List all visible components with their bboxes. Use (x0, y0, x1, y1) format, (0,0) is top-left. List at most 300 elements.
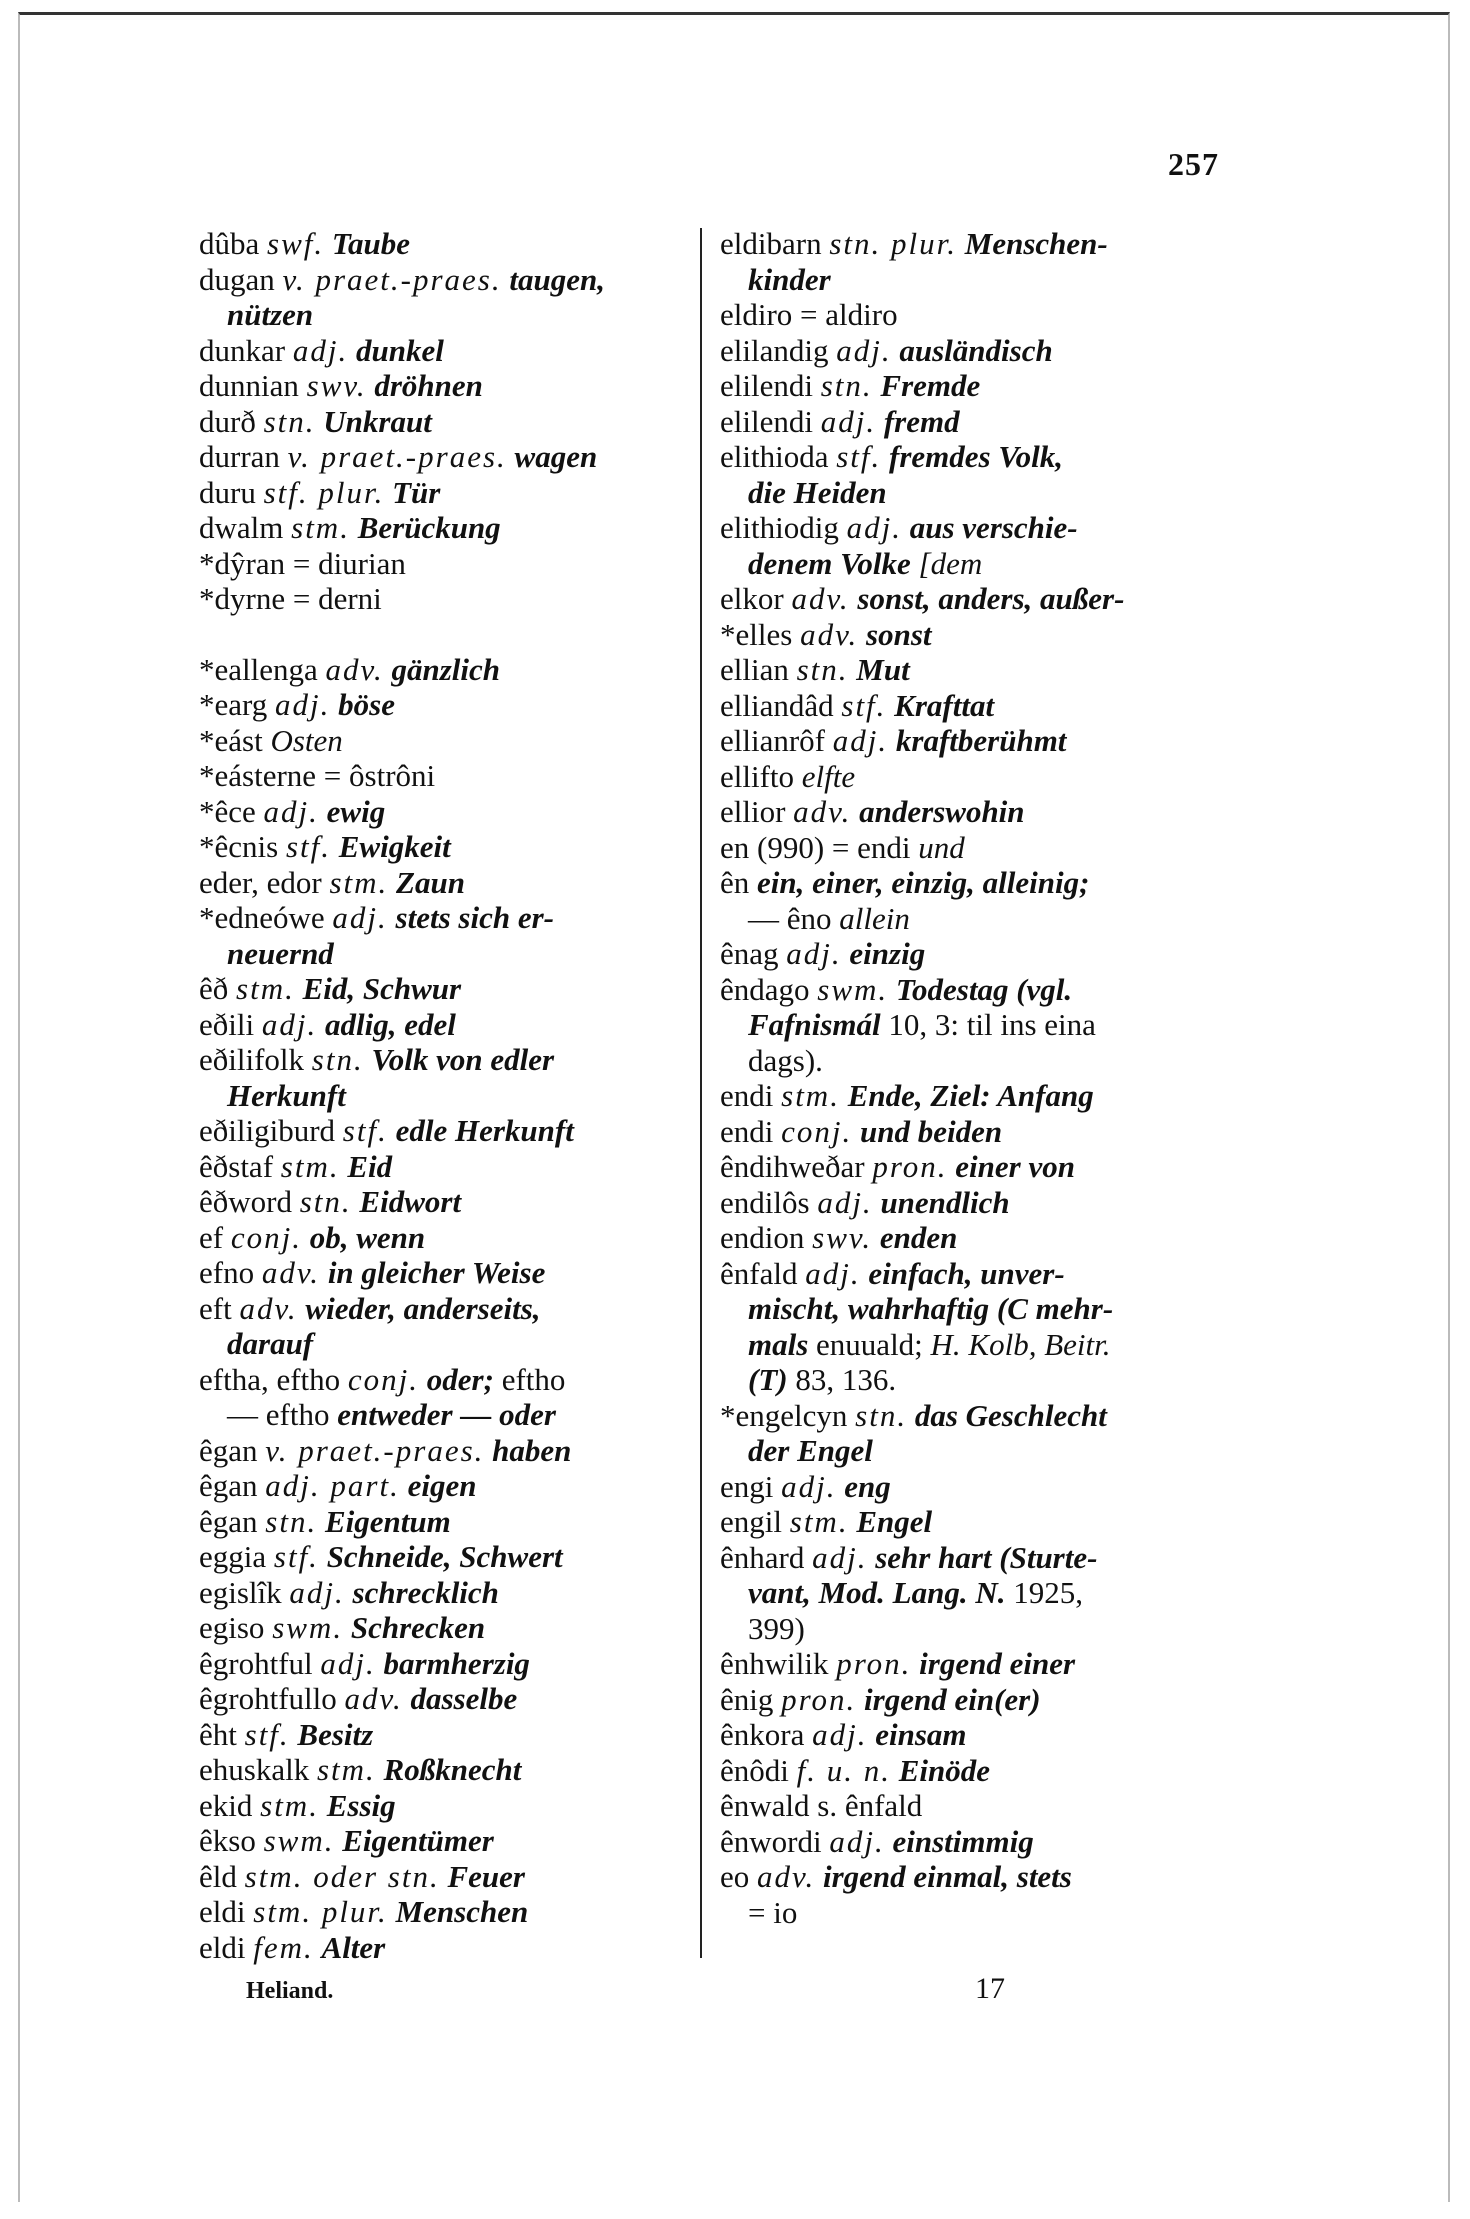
dictionary-entry (720, 1007, 1220, 1043)
dictionary-entry (199, 510, 684, 546)
gloss: aus verschie- (909, 510, 1078, 545)
headword: *dŷran = diurian (199, 545, 406, 581)
headword: elilendi (720, 403, 813, 439)
gloss: eigen (407, 1468, 477, 1503)
entry-tail-gloss: H. Kolb, Beitr. (930, 1326, 1111, 1362)
gloss: edle Herkunft (395, 1113, 574, 1148)
dictionary-entry (199, 794, 684, 830)
gloss: dröhnen (374, 368, 483, 403)
gloss: Eid (347, 1148, 393, 1184)
gloss: einzig (849, 936, 926, 971)
gloss: Menschen (395, 1894, 529, 1929)
grammar-label: adj. (817, 1184, 873, 1220)
headword: eo (720, 1859, 750, 1894)
headword: dunkar (199, 332, 286, 368)
dictionary-entry (199, 1433, 684, 1469)
gloss: Eigentum (324, 1503, 451, 1539)
headword: ênhard (720, 1539, 805, 1575)
gloss: Zaun (396, 864, 465, 900)
dictionary-entry (199, 1184, 684, 1220)
headword: eft (199, 1290, 232, 1326)
headword: *eallenga (199, 651, 318, 687)
headword: *êcnis (199, 829, 279, 864)
dictionary-entry (199, 1362, 684, 1398)
headword: engil (720, 1504, 782, 1539)
grammar-label: stf. (273, 1539, 319, 1574)
dictionary-entry (720, 652, 1220, 688)
grammar-label: v. praet.-praes. (287, 439, 507, 474)
grammar-label: swm. (263, 1823, 335, 1858)
grammar-label: stm. plur. (253, 1894, 388, 1929)
headword: engi (720, 1468, 774, 1504)
headword: elilendi (720, 368, 813, 403)
gloss: vant, Mod. Lang. N. (748, 1575, 1006, 1610)
dictionary-entry (199, 546, 684, 582)
grammar-label: pron. (781, 1681, 857, 1717)
gloss: Fremde (880, 368, 981, 403)
grammar-label: conj. (230, 1219, 302, 1255)
dictionary-entry (720, 1220, 1220, 1256)
gloss: allein (839, 900, 910, 936)
dictionary-entry (720, 1540, 1220, 1576)
dictionary-entry (199, 1894, 684, 1930)
dictionary-entry (720, 830, 1220, 866)
headword: elithiodig (720, 510, 839, 545)
headword: ênfald (720, 1255, 798, 1291)
dictionary-entry (720, 1469, 1220, 1505)
dictionary-entry (720, 1611, 1220, 1647)
grammar-label: adj. (812, 1717, 868, 1752)
headword: efno (199, 1255, 255, 1290)
headword: *êce (199, 793, 256, 829)
dictionary-entry (199, 1042, 684, 1078)
grammar-label: stm. (236, 971, 295, 1006)
gloss: einstimmig (892, 1823, 1034, 1859)
dictionary-entry (199, 1859, 684, 1895)
gloss: Eigentümer (342, 1823, 494, 1858)
gloss: Tür (392, 474, 441, 510)
headword: 399) (748, 1610, 805, 1646)
headword: êð (199, 971, 229, 1006)
dictionary-entry (199, 723, 684, 759)
dictionary-entry (199, 758, 684, 794)
gloss: irgend einer (919, 1646, 1076, 1681)
grammar-label: stf. (244, 1716, 290, 1752)
grammar-label: adj. (820, 403, 877, 439)
page-number: 257 (1168, 146, 1219, 182)
gloss: fremdes Volk, (889, 439, 1063, 474)
grammar-label: adv. (757, 1859, 816, 1894)
headword: — êno (748, 900, 832, 936)
grammar-label: conj. (347, 1361, 420, 1397)
dictionary-entry (720, 297, 1220, 333)
headword: *eásterne = ôstrôni (199, 758, 436, 793)
gloss: anderswohin (859, 794, 1025, 829)
gloss: das Geschlecht (914, 1397, 1107, 1433)
gloss: haben (492, 1432, 572, 1468)
dictionary-entry (720, 333, 1220, 369)
dictionary-entry (199, 829, 684, 865)
headword: ellifto (720, 758, 795, 794)
headword: egiso (199, 1610, 265, 1645)
grammar-label: adj. part. (265, 1468, 400, 1503)
grammar-label: stf. (342, 1113, 388, 1148)
left-column (199, 226, 684, 1965)
gloss: stets sich er- (395, 900, 554, 935)
headword: êgrohtful (199, 1645, 313, 1681)
grammar-label: adj. (832, 723, 889, 758)
dictionary-entry (720, 475, 1220, 511)
gloss: Todestag (vgl. (895, 971, 1073, 1007)
headword: durð (199, 403, 256, 439)
grammar-label: stn. (311, 1042, 364, 1077)
headword: ênôdi (720, 1752, 789, 1788)
headword: ênhwilik (720, 1646, 829, 1681)
dictionary-entry (199, 1610, 684, 1646)
dictionary-entry (199, 1930, 684, 1966)
headword: êgan (199, 1503, 258, 1539)
gloss: Feuer (447, 1858, 525, 1894)
gloss: Roßknecht (383, 1752, 522, 1787)
headword: êld (199, 1858, 237, 1894)
grammar-label: stm. oder stn. (244, 1858, 440, 1894)
gloss: Ende, Ziel: Anfang (847, 1078, 1094, 1113)
headword: duru (199, 474, 256, 510)
grammar-label: adj. (263, 793, 319, 829)
dictionary-entry (720, 1575, 1220, 1611)
headword: durran (199, 439, 280, 474)
dictionary-entry (720, 368, 1220, 404)
dictionary-entry (199, 368, 684, 404)
dictionary-entry (720, 1256, 1220, 1292)
headword: êkso (199, 1823, 256, 1858)
entry-tail: 10, 3: til ins eina (888, 1007, 1096, 1042)
dictionary-entry (720, 1078, 1220, 1114)
dictionary-entry (720, 936, 1220, 972)
gloss: Schneide, Schwert (326, 1539, 563, 1574)
column-divider (700, 228, 702, 1958)
headword: êgan (199, 1468, 258, 1503)
dictionary-entry (720, 1895, 1220, 1931)
gloss: Besitz (297, 1716, 374, 1752)
gloss: kraftberühmt (895, 723, 1067, 758)
right-column (720, 226, 1220, 1930)
gloss: Menschen- (964, 226, 1108, 261)
grammar-label: stn. (820, 368, 873, 403)
gloss: Mut (856, 652, 910, 687)
dictionary-entry (199, 652, 684, 688)
grammar-label: stm. (260, 1787, 319, 1823)
gloss: schrecklich (352, 1574, 499, 1610)
headword: ellior (720, 794, 786, 829)
gloss: nützen (227, 297, 314, 332)
dictionary-entry (720, 1362, 1220, 1398)
headword: eggia (199, 1539, 267, 1574)
dictionary-entry (720, 901, 1220, 937)
gloss: ewig (326, 793, 386, 829)
grammar-label: stm. (781, 1078, 840, 1113)
dictionary-entry (199, 475, 684, 511)
dictionary-entry (199, 1291, 684, 1327)
gloss: die Heiden (748, 474, 887, 510)
dictionary-entry (720, 404, 1220, 440)
dictionary-entry (720, 1788, 1220, 1824)
dictionary-entry (199, 1752, 684, 1788)
headword: elkor (720, 581, 784, 616)
grammar-label: adj. (292, 332, 349, 368)
grammar-label: adj. (805, 1255, 861, 1291)
grammar-label: adj. (261, 1006, 318, 1042)
headword: endilôs (720, 1184, 810, 1220)
gloss: neuernd (227, 935, 334, 971)
dictionary-entry (720, 1753, 1220, 1789)
dictionary-entry (199, 1575, 684, 1611)
dictionary-entry (199, 1220, 684, 1256)
gloss: und beiden (860, 1113, 1003, 1149)
dictionary-entry (199, 1504, 684, 1540)
headword: *dyrne = derni (199, 581, 382, 616)
dictionary-entry (720, 617, 1220, 653)
gloss: Herkunft (227, 1077, 346, 1113)
headword: en (990) = endi (720, 829, 911, 865)
gloss: dunkel (355, 332, 444, 368)
dictionary-entry (199, 581, 684, 617)
dictionary-entry (720, 546, 1220, 582)
headword: dûba (199, 226, 260, 261)
grammar-label: adv. (791, 581, 850, 616)
gloss: einer von (955, 1149, 1075, 1184)
grammar-label: stm. (280, 1148, 340, 1184)
gloss: der Engel (748, 1433, 873, 1468)
dictionary-entry (720, 1398, 1220, 1434)
headword: *elles (720, 616, 793, 652)
dictionary-entry (720, 1824, 1220, 1860)
gloss: sonst (866, 616, 932, 652)
dictionary-entry (199, 262, 684, 298)
dictionary-entry (720, 1043, 1220, 1079)
gloss: in gleicher Weise (327, 1255, 546, 1290)
grammar-label: stn. (265, 1503, 318, 1539)
headword: *engelcyn (720, 1397, 848, 1433)
gloss: gänzlich (391, 651, 501, 687)
grammar-label: adv. (325, 651, 384, 687)
grammar-label: adj. (781, 1468, 837, 1504)
dictionary-entry (199, 297, 684, 333)
dictionary-entry (199, 1397, 684, 1433)
dictionary-entry (720, 1185, 1220, 1221)
headword: *eást (199, 722, 263, 758)
headword: êgrohtfullo (199, 1681, 337, 1716)
gloss: ob, wenn (309, 1219, 426, 1255)
headword: ef (199, 1219, 224, 1255)
grammar-label: v. praet.-praes. (282, 261, 502, 297)
dictionary-entry (720, 1717, 1220, 1753)
grammar-label: adv. (793, 794, 852, 829)
headword: elithioda (720, 439, 829, 474)
grammar-label: stm. (291, 510, 350, 545)
headword: eðili (199, 1006, 255, 1042)
dictionary-entry (720, 1114, 1220, 1150)
headword: eldibarn (720, 226, 822, 261)
headword: êgan (199, 1432, 258, 1468)
gloss: unendlich (880, 1184, 1010, 1220)
grammar-label: stm. (789, 1504, 849, 1539)
headword: eldi (199, 1894, 246, 1929)
dictionary-entry (199, 226, 684, 262)
grammar-label: swf. (267, 226, 325, 261)
grammar-label: adj. (812, 1539, 868, 1575)
gloss: und (918, 829, 965, 865)
headword: êðstaf (199, 1148, 274, 1184)
grammar-label: stn. plur. (829, 226, 957, 261)
headword: ellian (720, 652, 789, 687)
headword: — eftho (227, 1397, 330, 1432)
gloss: ein, einer, einzig, alleinig; (757, 865, 1090, 900)
headword: eðiligiburd (199, 1113, 336, 1148)
gloss: (T) (748, 1362, 788, 1397)
gloss: Unkraut (323, 403, 432, 439)
dictionary-entry (720, 1291, 1220, 1327)
dictionary-entry (720, 581, 1220, 617)
gloss: sonst, anders, außer- (857, 581, 1125, 616)
headword: *earg (199, 687, 268, 722)
gloss: wieder, anderseits, (305, 1290, 541, 1326)
grammar-label: swv. (812, 1220, 873, 1255)
dictionary-entry (199, 1788, 684, 1824)
headword: eðilifolk (199, 1042, 305, 1077)
gloss: irgend einmal, stets (822, 1859, 1072, 1894)
gloss: einsam (875, 1717, 967, 1752)
gloss: Osten (270, 722, 343, 758)
gloss: sehr hart (Sturte- (875, 1539, 1098, 1575)
dictionary-entry (720, 1646, 1220, 1682)
dictionary-entry (199, 1539, 684, 1575)
sheet-number: 17 (975, 1972, 1005, 2005)
gloss: dasselbe (410, 1681, 518, 1716)
gloss: oder; (426, 1361, 494, 1397)
entry-tail-gloss: [dem (918, 545, 983, 581)
gloss: darauf (227, 1326, 314, 1361)
grammar-label: adj. (836, 332, 892, 368)
headword: ênwald s. ênfald (720, 1788, 923, 1823)
headword: *edneówe (199, 900, 325, 935)
dictionary-entry (720, 262, 1220, 298)
dictionary-entry (199, 1681, 684, 1717)
dictionary-entry (720, 1859, 1220, 1895)
dictionary-entry (199, 971, 684, 1007)
gloss: barmherzig (383, 1645, 530, 1681)
grammar-label: adj. (289, 1574, 345, 1610)
dictionary-entry (720, 226, 1220, 262)
gloss: fremd (883, 403, 960, 439)
grammar-label: pron. (836, 1646, 912, 1681)
gloss: Volk von edler (371, 1042, 555, 1077)
dictionary-entry (199, 1823, 684, 1859)
headword: dunnian (199, 368, 299, 403)
grammar-label: adj. (829, 1823, 885, 1859)
gloss: adlig, edel (324, 1006, 456, 1042)
dictionary-entry (199, 333, 684, 369)
dictionary-entry (720, 439, 1220, 475)
headword: = io (748, 1894, 798, 1930)
grammar-label: adj. (846, 510, 902, 545)
gloss: einfach, unver- (868, 1255, 1065, 1291)
dictionary-entry (199, 1078, 684, 1114)
gloss: kinder (748, 261, 831, 297)
gloss: Taube (331, 226, 410, 261)
headword: egislîk (199, 1574, 282, 1610)
dictionary-entry (720, 865, 1220, 901)
dictionary-entry (720, 1149, 1220, 1185)
gloss: Eid, Schwur (302, 971, 462, 1006)
grammar-label: adv. (261, 1255, 321, 1290)
gloss: böse (338, 687, 395, 722)
headword: endi (720, 1113, 774, 1149)
gloss: mischt, wahrhaftig (C mehr- (748, 1291, 1114, 1326)
dictionary-entry (720, 1327, 1220, 1363)
grammar-label: conj. (781, 1113, 853, 1149)
dictionary-entry (199, 900, 684, 936)
dictionary-entry (720, 723, 1220, 759)
grammar-label: swv. (306, 368, 367, 403)
gloss: Eidwort (359, 1184, 462, 1219)
gloss: mals (748, 1326, 809, 1362)
gloss: Ewigkeit (338, 829, 451, 864)
grammar-label: stf. plur. (263, 474, 385, 510)
dictionary-entry (199, 1255, 684, 1291)
headword: dugan (199, 261, 275, 297)
grammar-label: swm. (272, 1610, 344, 1645)
entry-tail: enuuald; (816, 1326, 923, 1362)
headword: ên (720, 865, 750, 900)
headword: ênag (720, 936, 779, 971)
dictionary-entry (199, 687, 684, 723)
dictionary-entry (199, 1468, 684, 1504)
grammar-label: fem. (253, 1929, 314, 1965)
headword: ênkora (720, 1717, 805, 1752)
grammar-label: adv. (344, 1681, 403, 1716)
dictionary-entry (720, 1682, 1220, 1718)
gloss: wagen (514, 439, 598, 474)
gloss: Fafnismál (748, 1007, 881, 1042)
dictionary-entry (199, 1113, 684, 1149)
dictionary-entry (199, 865, 684, 901)
signature-mark: Heliand. (246, 1978, 334, 2004)
headword: elilandig (720, 332, 829, 368)
headword: dwalm (199, 510, 284, 545)
headword: ekid (199, 1787, 253, 1823)
headword: êndago (720, 971, 810, 1007)
grammar-label: adj. (275, 687, 331, 722)
dictionary-entry (720, 759, 1220, 795)
grammar-label: stn. (299, 1184, 352, 1219)
dictionary-entry (720, 688, 1220, 724)
entry-tail: 83, 136. (795, 1362, 897, 1397)
grammar-label: adv. (800, 616, 859, 652)
gloss: Einöde (898, 1752, 991, 1788)
dictionary-entry (720, 510, 1220, 546)
headword: êndihweðar (720, 1149, 865, 1184)
grammar-label: swm. (817, 971, 889, 1007)
headword: dags). (748, 1042, 823, 1078)
grammar-label: stf. (285, 829, 331, 864)
dictionary-entry (720, 794, 1220, 830)
gloss: denem Volke (748, 545, 911, 581)
dictionary-entry (199, 404, 684, 440)
dictionary-entry (199, 1717, 684, 1753)
gloss: Schrecken (350, 1610, 486, 1645)
dictionary-entry (199, 1326, 684, 1362)
